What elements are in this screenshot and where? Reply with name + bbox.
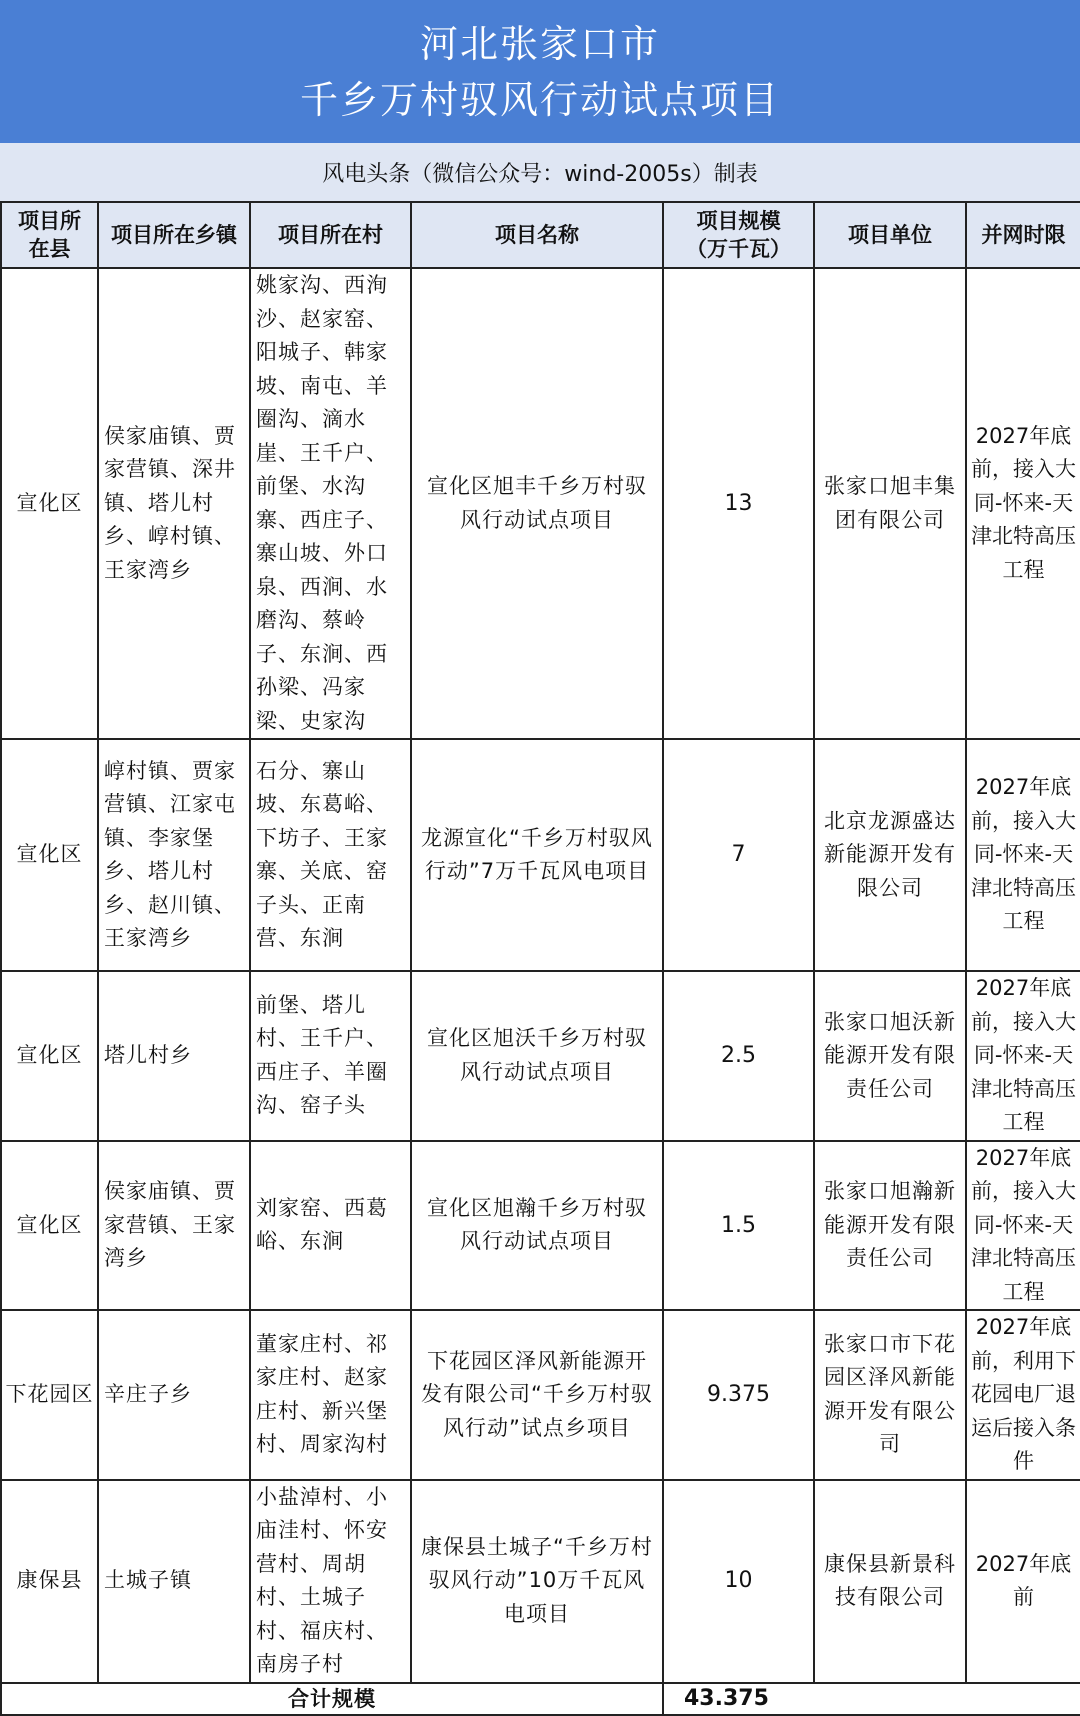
col-header-deadline: 并网时限 <box>966 202 1080 268</box>
table-row <box>1 268 1080 739</box>
cell-company: 北京龙源盛达新能源开发有限公司 <box>814 739 966 971</box>
cell-deadline: 2027年底前，接入大同-怀来-天津北特高压工程 <box>966 1141 1080 1311</box>
table-header-row <box>1 202 1080 268</box>
total-value: 43.375 <box>663 1683 1080 1715</box>
cell-project-name: 宣化区旭瀚千乡万村驭风行动试点项目 <box>411 1141 663 1311</box>
cell-town: 塔儿村乡 <box>98 971 250 1141</box>
table-row <box>1 1310 1080 1480</box>
table-row <box>1 1141 1080 1311</box>
cell-deadline: 2027年底前，利用下花园电厂退运后接入条件 <box>966 1310 1080 1480</box>
cell-company: 张家口市下花园区泽风新能源开发有限公司 <box>814 1310 966 1480</box>
col-header-county: 项目所在县 <box>1 202 98 268</box>
cell-deadline: 2027年底前 <box>966 1480 1080 1683</box>
cell-village: 刘家窑、西葛峪、东涧 <box>250 1141 411 1311</box>
cell-project-name: 龙源宣化“千乡万村驭风行动”7万千瓦风电项目 <box>411 739 663 971</box>
cell-scale: 10 <box>663 1480 814 1683</box>
col-header-scale: 项目规模（万千瓦） <box>663 202 814 268</box>
table-row <box>1 971 1080 1141</box>
cell-village: 姚家沟、西洵沙、赵家窑、阳城子、韩家坡、南屯、羊圈沟、滴水崖、王千户、前堡、水沟寨、西庄子、寨山坡、外口泉、西涧、水磨沟、蔡岭子、东涧、西孙梁、冯家梁、史家沟 <box>250 268 411 739</box>
table-row <box>1 1480 1080 1683</box>
cell-scale: 13 <box>663 268 814 739</box>
cell-scale: 1.5 <box>663 1141 814 1311</box>
cell-county: 康保县 <box>1 1480 98 1683</box>
cell-scale: 7 <box>663 739 814 971</box>
col-header-company: 项目单位 <box>814 202 966 268</box>
title-banner <box>0 0 1080 143</box>
cell-village: 小盐淖村、小庙洼村、怀安营村、周胡村、土城子村、福庆村、南房子村 <box>250 1480 411 1683</box>
cell-county: 宣化区 <box>1 971 98 1141</box>
cell-town: 崞村镇、贾家营镇、江家屯镇、李家堡乡、塔儿村乡、赵川镇、王家湾乡 <box>98 739 250 971</box>
page-title-line1: 河北张家口市 <box>419 21 660 66</box>
source-subtitle: 风电头条（微信公众号：wind-2005s）制表 <box>0 143 1080 201</box>
cell-scale: 2.5 <box>663 971 814 1141</box>
cell-deadline: 2027年底前，接入大同-怀来-天津北特高压工程 <box>966 739 1080 971</box>
cell-town: 土城子镇 <box>98 1480 250 1683</box>
cell-town: 侯家庙镇、贾家营镇、王家湾乡 <box>98 1141 250 1311</box>
col-header-village: 项目所在村 <box>250 202 411 268</box>
cell-project-name: 下花园区泽风新能源开发有限公司“千乡万村驭风行动”试点乡项目 <box>411 1310 663 1480</box>
cell-county: 宣化区 <box>1 739 98 971</box>
col-header-town: 项目所在乡镇 <box>98 202 250 268</box>
cell-company: 张家口旭沃新能源开发有限责任公司 <box>814 971 966 1141</box>
total-row <box>1 1683 1080 1715</box>
cell-village: 前堡、塔儿村、王千户、西庄子、羊圈沟、窑子头 <box>250 971 411 1141</box>
cell-county: 宣化区 <box>1 1141 98 1311</box>
cell-company: 张家口旭丰集团有限公司 <box>814 268 966 739</box>
cell-county: 下花园区 <box>1 1310 98 1480</box>
cell-scale: 9.375 <box>663 1310 814 1480</box>
cell-town: 辛庄子乡 <box>98 1310 250 1480</box>
page-title-line2: 千乡万村驭风行动试点项目 <box>299 77 780 122</box>
cell-project-name: 宣化区旭沃千乡万村驭风行动试点项目 <box>411 971 663 1141</box>
cell-town: 侯家庙镇、贾家营镇、深井镇、塔儿村乡、崞村镇、王家湾乡 <box>98 268 250 739</box>
table-row <box>1 739 1080 971</box>
cell-village: 石分、寨山坡、东葛峪、下坊子、王家寨、关底、窑子头、正南营、东涧 <box>250 739 411 971</box>
cell-project-name: 康保县土城子“千乡万村驭风行动”10万千瓦风电项目 <box>411 1480 663 1683</box>
cell-company: 张家口旭瀚新能源开发有限责任公司 <box>814 1141 966 1311</box>
projects-table <box>0 201 1080 1716</box>
total-label: 合计规模 <box>1 1683 663 1715</box>
cell-company: 康保县新景科技有限公司 <box>814 1480 966 1683</box>
col-header-project-name: 项目名称 <box>411 202 663 268</box>
cell-project-name: 宣化区旭丰千乡万村驭风行动试点项目 <box>411 268 663 739</box>
cell-deadline: 2027年底前，接入大同-怀来-天津北特高压工程 <box>966 268 1080 739</box>
cell-village: 董家庄村、祁家庄村、赵家庄村、新兴堡村、周家沟村 <box>250 1310 411 1480</box>
cell-deadline: 2027年底前，接入大同-怀来-天津北特高压工程 <box>966 971 1080 1141</box>
cell-county: 宣化区 <box>1 268 98 739</box>
